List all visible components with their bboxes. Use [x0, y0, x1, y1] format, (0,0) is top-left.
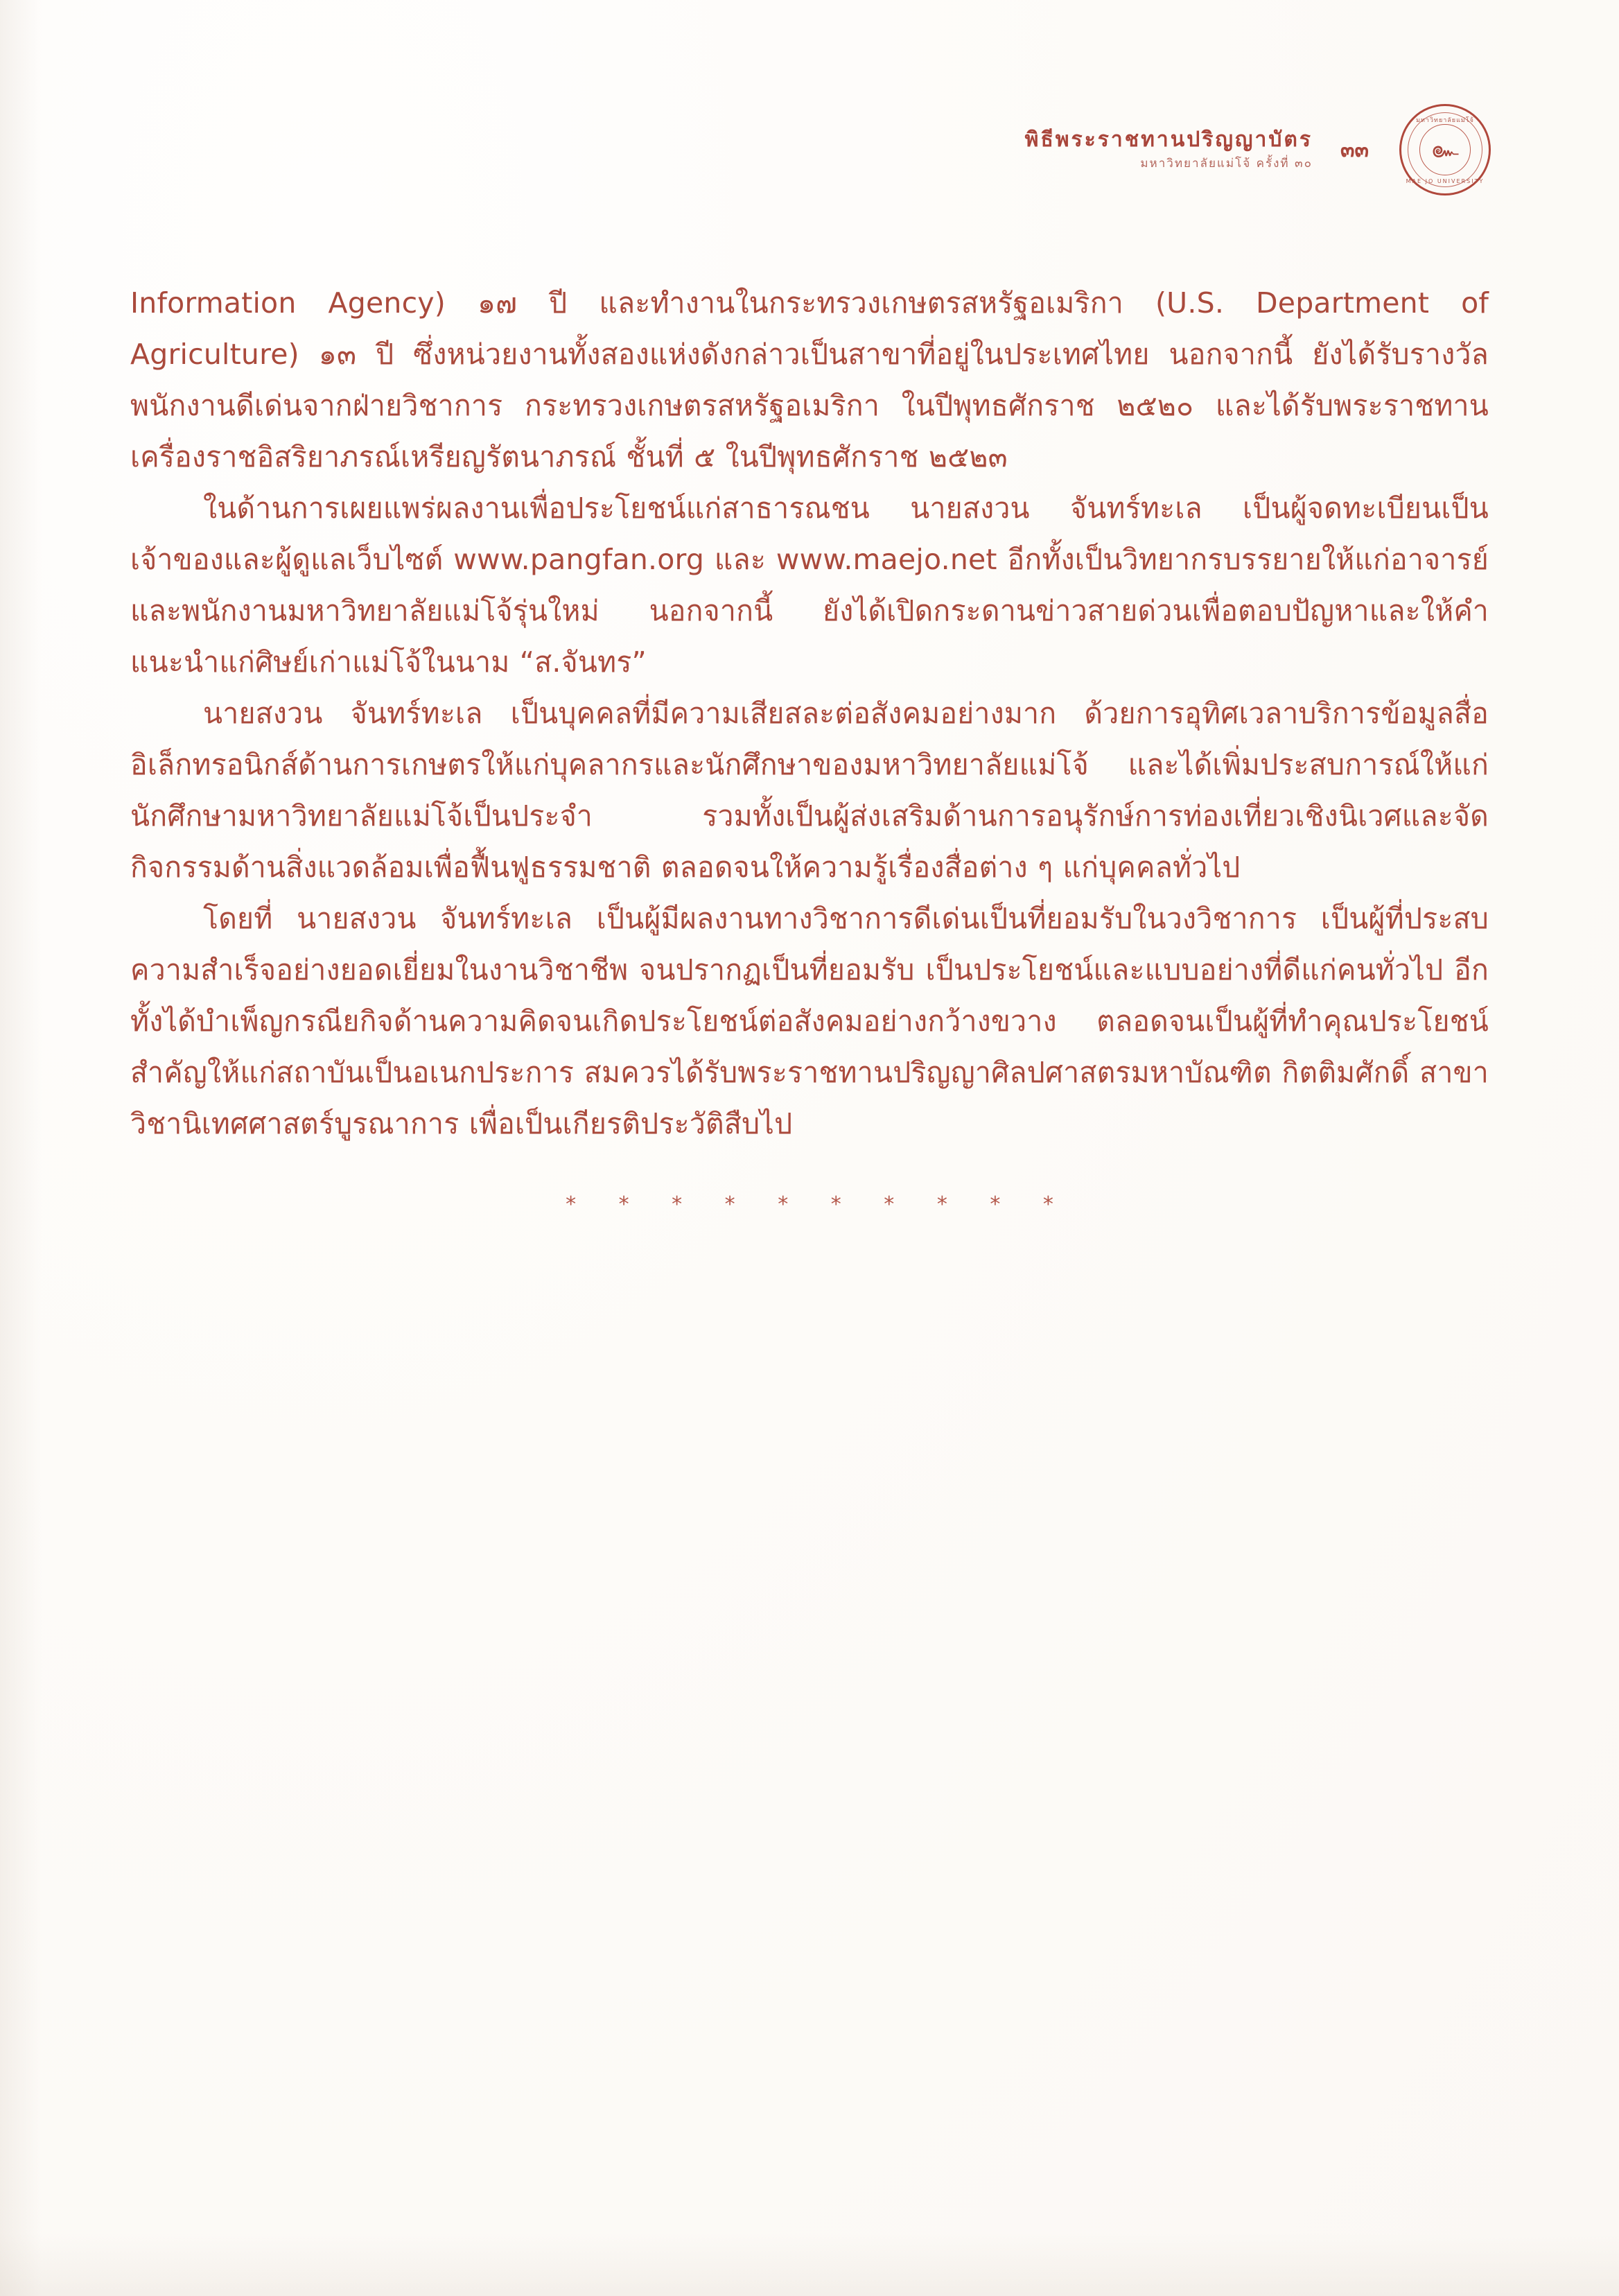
paragraph-4: โดยที่ นายสงวน จันทร์ทะเล เป็นผู้มีผลงานทางวิชาการดีเด่นเป็นที่ยอมรับในวงวิชาการ เป็นผู้ที่ประสบความสำเร็จอย่างยอดเยี่ยมในงานวิชาชีพ จนปรากฏเป็นที่ยอมรับ เป็นประโยชน์และแบบอย่างที่ดีแก่คนทั่วไป อีกทั้งได้บำเพ็ญกรณียกิจด้านความคิดจนเกิดประโยชน์ต่อสังคมอย่างกว้างขวาง ตลอดจนเป็นผู้ที่ทำคุณประโยชน์สำคัญให้แก่สถาบันเป็นอเนกประการ สมควรได้รับพระราชทานปริญญาศิลปศาสตรมหาบัณฑิต กิตติมศักดิ์ สาขาวิชานิเทศศาสตร์บูรณาการ เพื่อเป็นเกียรติประวัติสืบไป	[130, 902, 1489, 1140]
university-seal-icon	[1399, 104, 1491, 195]
document-body	[130, 277, 1489, 1217]
header-text-group	[1025, 127, 1313, 172]
scan-edge-left	[0, 0, 42, 2296]
page-header	[1025, 104, 1491, 195]
page-number: ๓๓	[1340, 137, 1369, 162]
seal-emblem: ๛	[1419, 124, 1471, 175]
scan-edge-bottom	[0, 2234, 1619, 2296]
seal-top-text: มหาวิทยาลัยแม่โจ้	[1416, 117, 1474, 124]
paragraph-1: Information Agency) ๑๗ ปี และทำงานในกระทรวงเกษตรสหรัฐอเมริกา (U.S. Department of Agriculture) ๑๓ ปี ซึ่งหน่วยงานทั้งสองแห่งดังกล่าวเป็นสาขาที่อยู่ในประเทศไทย นอกจากนี้ ยังได้รับรางวัลพนักงานดีเด่นจากฝ่ายวิชาการ กระทรวงเกษตรสหรัฐอเมริกา ในปีพุทธศักราช ๒๕๒๐ และได้รับพระราชทานเครื่องราชอิสริยาภรณ์เหรียญรัตนาภรณ์ ชั้นที่ ๕ ในปีพุทธศักราช ๒๕๒๓	[130, 286, 1489, 473]
paragraph-3: นายสงวน จันทร์ทะเล เป็นบุคคลที่มีความเสียสละต่อสังคมอย่างมาก ด้วยการอุทิศเวลาบริการข้อมูลสื่ออิเล็กทรอนิกส์ด้านการเกษตรให้แก่บุคลากรและนักศึกษาของมหาวิทยาลัยแม่โจ้ และได้เพิ่มประสบการณ์ให้แก่นักศึกษามหาวิทยาลัยแม่โจ้เป็นประจำ รวมทั้งเป็นผู้ส่งเสริมด้านการอนุรักษ์การท่องเที่ยวเชิงนิเวศและจัดกิจกรรมด้านสิ่งแวดล้อมเพื่อฟื้นฟูธรรมชาติ ตลอดจนให้ความรู้เรื่องสื่อต่าง ๆ แก่บุคคลทั่วไป	[130, 697, 1489, 884]
section-divider: * * * * * * * * * *	[566, 1192, 1071, 1217]
paragraph-2: ในด้านการเผยแพร่ผลงานเพื่อประโยชน์แก่สาธารณชน นายสงวน จันทร์ทะเล เป็นผู้จดทะเบียนเป็นเจ้าของและผู้ดูแลเว็บไซต์ www.pangfan.org และ www.maejo.net อีกทั้งเป็นวิทยากรบรรยายให้แก่อาจารย์และพนักงานมหาวิทยาลัยแม่โจ้รุ่นใหม่ นอกจากนี้ ยังได้เปิดกระดานข่าวสายด่วนเพื่อตอบปัญหาและให้คำแนะนำแก่ศิษย์เก่าแม่โจ้ในนาม “ส.จันทร”	[130, 492, 1489, 679]
seal-bottom-text: MAE JO UNIVERSITY	[1406, 178, 1485, 184]
header-subtitle: มหาวิทยาลัยแม่โจ้ ครั้งที่ ๓๐	[1140, 156, 1313, 171]
header-title: พิธีพระราชทานปริญญาบัตร	[1024, 128, 1313, 153]
